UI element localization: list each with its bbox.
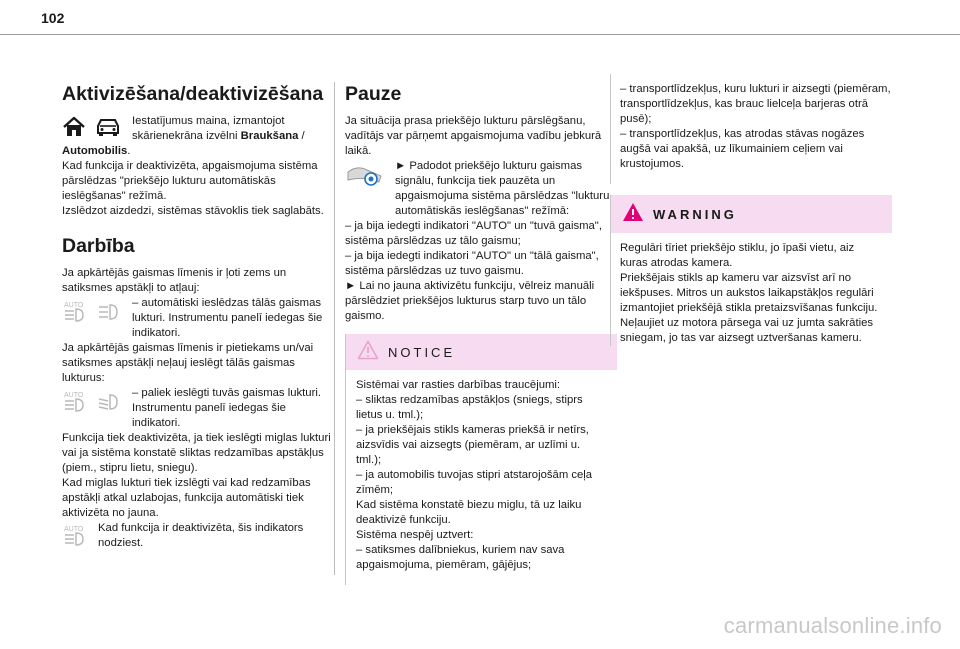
- paragraph: Ja situācija prasa priekšējo lukturu pārslēgšanu, vadītājs var pārņemt apgaismojuma vadību jebkurā laikā.: [345, 115, 602, 157]
- paragraph: Priekšējais stikls ap kameru var aizsvīst arī no iekšpuses. Mitros un aukstos laikapstākļos regulāri izmantojiet priekšējā stikla pretaizsvīšanas funkciju.: [620, 272, 878, 314]
- warning-triangle-icon: [622, 202, 644, 227]
- paragraph: – ja automobilis tuvojas stipri atstarojošām ceļa zīmēm;: [356, 469, 593, 496]
- paragraph: – sliktas redzamības apstākļos (sniegs, stiprs lietus u. tml.);: [356, 394, 583, 421]
- paragraph: – ja bija iedegti indikatori "AUTO" un "tālā gaisma", sistēma pārslēdzas uz tuvo gaismu.: [345, 250, 599, 277]
- settings-icons: [62, 114, 122, 143]
- settings-text: Iestatījumus maina, izmantojot skārienekrāna izvēlni Braukšana /: [132, 115, 305, 142]
- notice-body: [346, 370, 617, 585]
- paragraph: – satiksmes dalībniekus, kuriem nav sava apgaismojuma, piemēram, gājējus;: [356, 544, 565, 571]
- deactivated-row: [62, 521, 334, 551]
- home-icon: [62, 116, 86, 143]
- notice-title: NOTICE: [388, 344, 456, 360]
- auto-headlamp-icon: [62, 524, 88, 551]
- paragraph: Sistēma nespēj uztvert:: [356, 529, 474, 541]
- paragraph: – ja bija iedegti indikatori "AUTO" un "tuvā gaisma", sistēma pārslēdzas uz tālo gaismu;: [345, 220, 602, 247]
- paragraph: Regulāri tīriet priekšējo stiklu, jo īpaši vietu, aiz kuras atrodas kamera.: [620, 242, 855, 269]
- high-beam-icon: [96, 300, 122, 327]
- auto-headlamp-icon: [62, 300, 88, 327]
- svg-text:AUTO: AUTO: [64, 392, 84, 399]
- paragraph: Ja apkārtējās gaismas līmenis ir pietiekams un/vai satiksmes apstākļi neļauj ieslēgt tālās gaismas lukturus:: [62, 342, 314, 384]
- continued-notice: [610, 74, 892, 184]
- paragraph: ► Padodot priekšējo lukturu gaismas signālu, funkcija tiek pauzēta un apgaismojuma sistēma pārslēdzas "lukturu automātiskās ieslēgšanas" režīmā:: [395, 160, 610, 217]
- paragraph: Funkcija tiek deaktivizēta, ja tiek ieslēgti miglas lukturi vai ja sistēma konstatē sliktas redzamības apstākļus (piem., stipru lietu, sniegu).: [62, 432, 331, 474]
- column-2: [345, 82, 617, 585]
- column-3: [620, 82, 892, 346]
- camera-icons: [345, 159, 385, 193]
- paragraph: Neļaujiet uz motora pārsega vai uz jumta sakrāties sniegam, jo tas var aizsegt uztveršanas kameru.: [620, 317, 874, 344]
- column-1: [62, 82, 334, 551]
- paragraph: Sistēmai var rasties darbības traucējumi:: [356, 379, 561, 391]
- indicator-icons: [62, 521, 88, 551]
- warning-box: [610, 195, 892, 346]
- menu-driving: Braukšana: [240, 130, 299, 142]
- high-beam-row: [62, 296, 334, 341]
- paragraph: – paliek ieslēgti tuvās gaismas lukturi. Instrumentu panelī iedegas šie indikatori.: [132, 387, 321, 429]
- auto-headlamp-icon: [62, 390, 88, 417]
- svg-text:AUTO: AUTO: [64, 302, 84, 309]
- warning-body: [611, 233, 892, 346]
- low-beam-icon: [96, 390, 122, 417]
- warning-triangle-icon: [357, 340, 379, 365]
- notice-header: [346, 334, 617, 370]
- indicator-icons: [62, 386, 122, 417]
- settings-text-cont: Automobilis.: [62, 145, 131, 157]
- paragraph: ► Lai no jauna aktivizētu funkciju, vēlreiz manuāli pārslēdziet priekšējos lukturus starp tuvo un tālo gaismo.: [345, 280, 595, 322]
- low-beam-row: [62, 386, 334, 431]
- paragraph: – transportlīdzekļus, kuru lukturi ir aizsegti (piemēram, transportlīdzekļus, kas brauc lielceļa barjeras otrā pusē);: [620, 83, 891, 125]
- camera-icon: [345, 162, 385, 193]
- column-divider: [334, 82, 335, 575]
- menu-vehicle: Automobilis: [62, 145, 128, 157]
- top-rule: [0, 34, 960, 35]
- paragraph: Kad funkcija ir deaktivizēta, šis indikators nodziest.: [98, 522, 304, 549]
- paragraph: Kad miglas lukturi tiek izslēgti vai kad redzamības apstākļi atkal uzlabojas, funkcija automātiski tiek aktivizēta no jauna.: [62, 477, 311, 519]
- paragraph: – transportlīdzekļus, kas atrodas stāvas nogāzes augšā vai apakšā, uz līkumainiem ceļiem vai krustojumos.: [620, 128, 865, 170]
- page-number: 102: [41, 10, 65, 26]
- paragraph: Ja apkārtējās gaismas līmenis ir ļoti zems un satiksmes apstākļi to atļauj:: [62, 267, 287, 294]
- warning-header: [611, 195, 892, 233]
- paragraph: Kad funkcija ir deaktivizēta, apgaismojuma sistēma pārslēdzas "priekšējo lukturu automātiskās ieslēgšanas" režīmā.: [62, 160, 318, 202]
- watermark: carmanualsonline.info: [723, 613, 942, 638]
- settings-instruction: [62, 114, 334, 144]
- car-icon: [94, 116, 122, 143]
- paragraph: Izslēdzot aizdedzi, sistēmas stāvoklis tiek saglabāts.: [62, 205, 324, 217]
- paragraph: Kad sistēma konstatē biezu miglu, tā uz laiku deaktivizē funkciju.: [356, 499, 582, 526]
- warning-title: WARNING: [653, 206, 737, 222]
- heading-activation: Aktivizēšana/deaktivizēšana: [62, 83, 324, 105]
- heading-operation: Darbība: [62, 235, 135, 257]
- indicator-icons: [62, 296, 122, 327]
- svg-text:AUTO: AUTO: [64, 526, 84, 533]
- paragraph: – automātiski ieslēdzas tālās gaismas lukturi. Instrumentu panelī iedegas šie indikatori.: [132, 297, 323, 339]
- heading-pause: Pauze: [345, 83, 402, 105]
- paragraph: – ja priekšējais stikls kameras priekšā ir netīrs, aizsvīdis vai aizsegts (piemēram, ar uzlīmi u. tml.);: [356, 424, 589, 466]
- notice-box: [345, 334, 617, 585]
- flash-row: [345, 159, 617, 219]
